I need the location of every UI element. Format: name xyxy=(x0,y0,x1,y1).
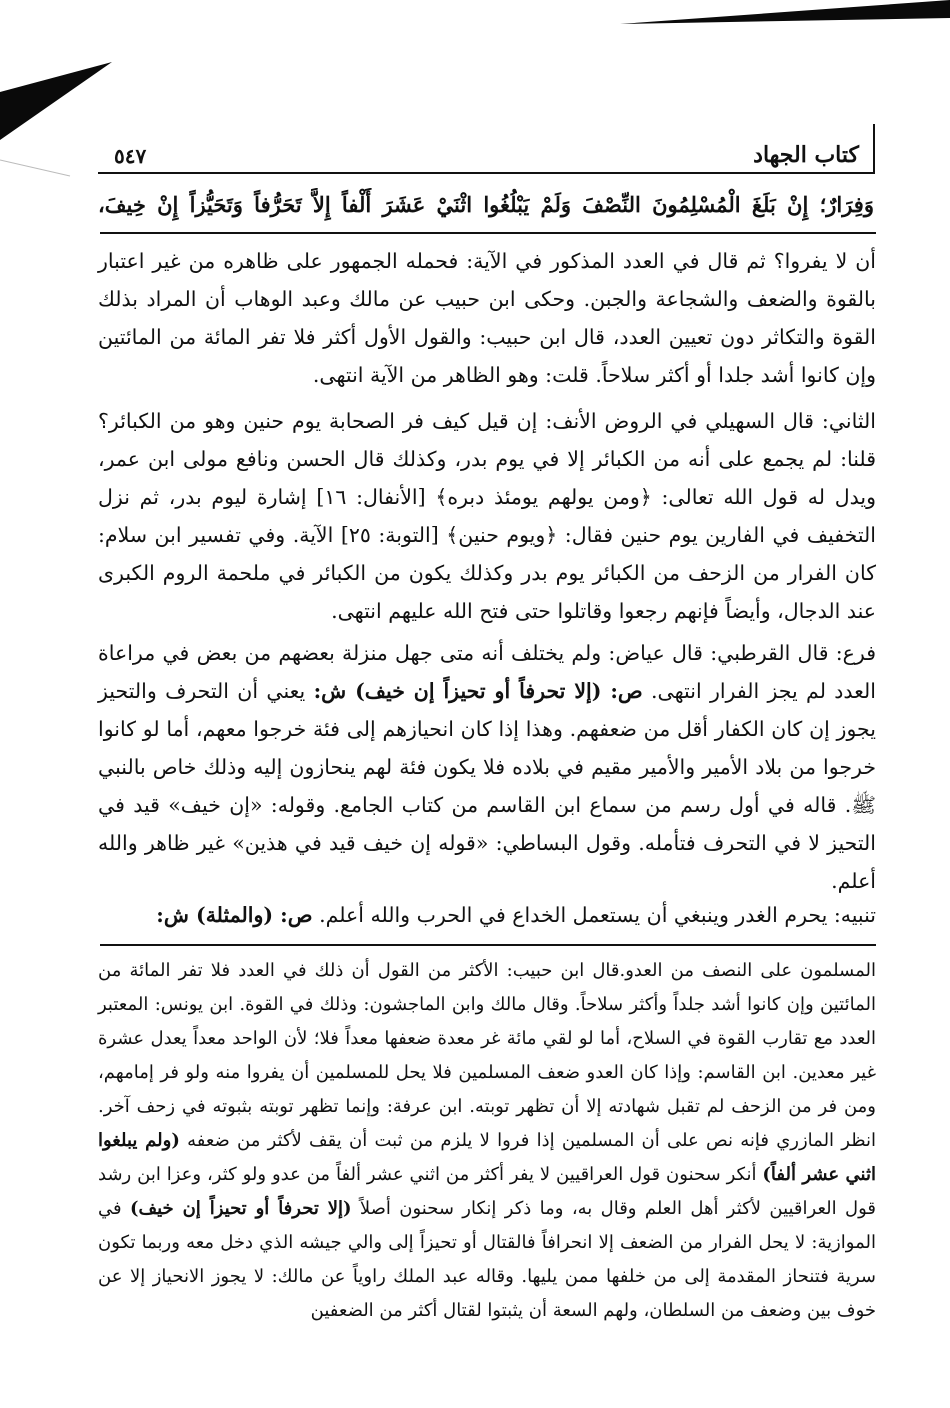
footnote-text-2: أنكر سحنون قول العراقيين لا يفر أكثر من اثني عشر ألفاً من عدو ولو كثر، وعزا ابن رشد قول العراقيين لأكثر أهل العلم وقال به، وما ذكر إنكار سحنون أصلاً xyxy=(98,1164,876,1219)
header-rule xyxy=(98,172,875,174)
footnote-bold-1: (ولم يبلغوا اثني عشر ألفاً) xyxy=(98,1130,876,1185)
footnote-separator-rule xyxy=(100,944,876,946)
paragraph-4-bold-quote: ص: (والمثلة) ش: xyxy=(156,903,313,927)
footnote-bold-2: (إلا تحرفاً أو تحيزاً إن خيف) xyxy=(129,1198,352,1219)
page-number: ٥٤٧ xyxy=(114,144,147,168)
paragraph-3 xyxy=(98,634,876,900)
paragraph-3-bold-quote: ص: (إلا تحرفاً أو تحيزاً إن خيف) ش: xyxy=(313,679,643,703)
footnote-text-1: المسلمون على النصف من العدو.قال ابن حبيب: الأكثر من القول أن ذلك في العدد فلا تفر المائة من المائتين وإن كانوا أشد جلداً وأكثر سلاحاً. وقال مالك وابن الماجشون: وذلك في القوة. ابن يونس: المعتبر العدد مع تقارب القوة في السلاح، أما لو لقي مائة غر معدة ضعفها معداً فلا؛ لأن الواحد معداً يعدل عشرة غير معدين. ابن القاسم: وإذا كان العدو ضعف المسلمين فلا يحل للمسلمين أن يفروا منه ولو فر إمامهم، ومن فر من الزحف لم تقبل شهادته إلا أن تظهر توبته. ابن عرفة: وإنما تظهر توبته بثبوته في زحف آخر. انظر المازري فإنه نص على أن المسلمين إذا فروا لا يلزم من ثبت أن يقف لأكثر من ضعفه xyxy=(98,960,877,1151)
matn-line: وَفِرَارٌ؛ إِنْ بَلَغَ الْمُسْلِمُونَ النِّصْفَ وَلَمْ يَبْلُغُوا اثْنَيْ عَشَرَ أَلْفاً إِلاَّ تَحَرُّفاً وَتَحَيُّزاً إِنْ خِيفَ، xyxy=(98,192,874,217)
paragraph-4-text: تنبيه: يحرم الغدر وينبغي أن يستعمل الخداع في الحرب والله أعلم. xyxy=(312,903,876,927)
left-scan-streak xyxy=(0,160,70,176)
paragraph-4 xyxy=(98,896,876,934)
book-page xyxy=(98,112,878,1402)
paragraph-2: الثاني: قال السهيلي في الروض الأنف: إن قيل كيف فر الصحابة يوم حنين وهو من الكبائر؟ قلنا: لم يجمع على أنه من الكبائر إلا في يوم بدر، وكذلك قال الحسن ونافع مولى ابن عمر، ويدل له قول الله تعالى: ﴿ومن يولهم يومئذ دبره﴾ [الأنفال: ١٦] إشارة ليوم بدر، ثم نزل التخفيف في الفارين يوم حنين فقال: ﴿ويوم حنين﴾ [التوبة: ٢٥] الآية. وفي تفسير ابن سلام: كان الفرار من الزحف من الكبائر يوم بدر وكذلك يكون من الكبائر في ملحمة الروم الكبرى عند الدجال، وأيضاً فإنهم رجعوا وقاتلوا حتى فتح الله عليهم انتهى. xyxy=(98,409,876,623)
chapter-title: كتاب الجهاد xyxy=(753,142,859,168)
footnote-text-3: في الموازية: لا يحل الفرار من الضعف إلا انحرافاً فالقتال أو تحيزاً إلى والي جيشه الذي دخل معه وربما تكون سرية فتنحاز المقدمة إلى من خلفها ممن يليها. وقاله عبد الملك راوياً عن مالك: لا يجوز الانحياز إلا عن خوف بين وضعف من السلطان، ولهم السعة أن يثبتوا لقتال أكثر من الضعفين xyxy=(98,1198,876,1321)
paragraph-1: أن لا يفروا؟ ثم قال في العدد المذكور في الآية: فحمله الجمهور على ظاهره من غير اعتبار بالقوة والضعف والشجاعة والجبن. وحكى ابن حبيب عن مالك وعبد الوهاب أن المراد بذلك القوة والتكاثر دون تعيين العدد، قال ابن حبيب: والقول الأول أكثر فلا تفر المائة من المائتين وإن كانوا أشد جلدا أو أكثر سلاحاً. قلت: وهو الظاهر من الآية انتهى. xyxy=(98,249,876,387)
footnote-block xyxy=(98,954,876,1328)
top-left-shadow-wedge xyxy=(0,62,112,140)
running-header xyxy=(98,124,875,172)
paragraph-3-text-b: يعني أن التحرف والتحيز يجوز إن كان الكفار أقل من ضعفهم. وهذا إذا كان انحيازهم إلى فئة خرجوا معهم، أما لو كانوا خرجوا من بلاد الأمير والأمير مقيم في بلاده فلا يكون فئة لهم ينحازون إليه وذلك خاص بالنبي ﷺ. قاله في أول رسم من سماع ابن القاسم من كتاب الجامع. وقوله: «إن خيف» قيد في التحيز لا في التحرف فتأمله. وقول البساطي: «قوله إن خيف قيد في هذين» غير ظاهر والله أعلم. xyxy=(98,679,876,893)
matn-separator-rule xyxy=(100,232,876,234)
paragraph-3-text-a: فرع: قال القرطبي: قال عياض: ولم يختلف أنه متى جهل منزلة بعضهم من بعض في مراعاة العدد لم يجز الفرار انتهى. xyxy=(98,641,876,703)
top-right-shadow-wedge xyxy=(620,0,950,24)
